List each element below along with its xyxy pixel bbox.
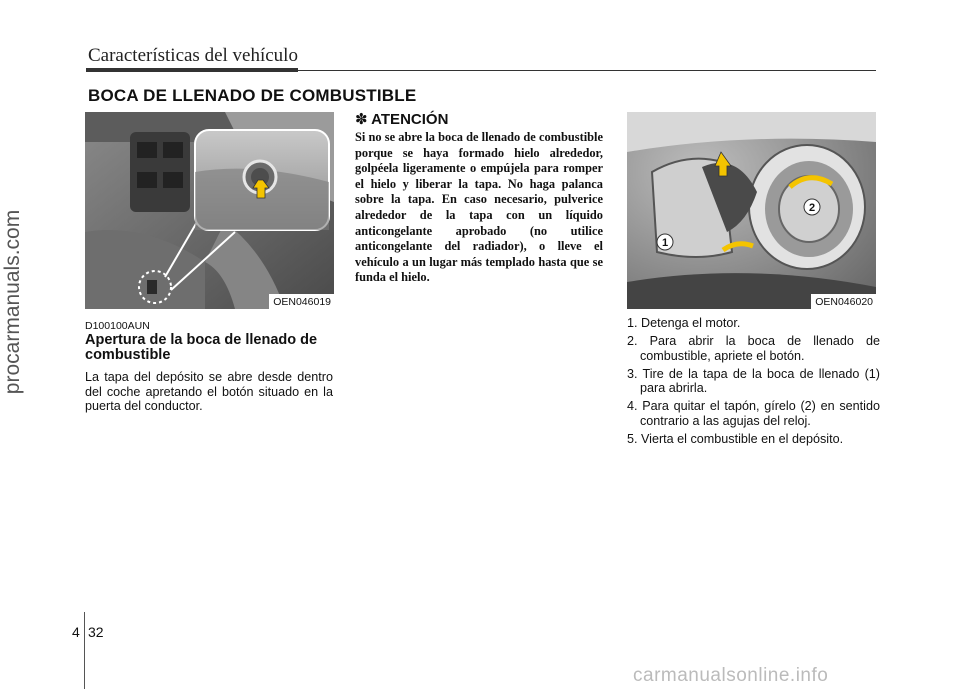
attention-title: ✽ ATENCIÓN [355, 111, 449, 128]
figure-door-release [85, 112, 334, 309]
attention-body: Si no se abre la boca de llenado de combustible porque se haya formado hielo alrededor, golpéela ligeramente o empújela para romper el hielo y liberar la tapa. No haga palanca sobre la tapa. En caso necesario, pulverice alrededor de la tapa con un líquido anticongelante aprobado (no utilice anticongelante del radiador), o lleve el vehículo a un lugar más templado hasta que se funda el hielo. [355, 130, 603, 285]
callout-2: 2 [808, 202, 816, 214]
step-item: 5. Vierta el combustible en el depósito. [627, 432, 844, 447]
door-panel-illustration [85, 112, 334, 309]
section-title: BOCA DE LLENADO DE COMBUSTIBLE [88, 86, 417, 105]
section-code: D100100AUN [85, 320, 150, 332]
instruction-steps [627, 316, 880, 450]
figure-label-right: OEN046020 [811, 294, 876, 309]
subsection-heading: Apertura de la boca de llenado de combustible [85, 332, 318, 363]
header-rule-thick [86, 68, 298, 72]
header-rule-thin [298, 70, 876, 71]
fuel-door-illustration [627, 112, 876, 309]
footer-rule [84, 612, 85, 689]
body-paragraph: La tapa del depósito se abre desde dentro del coche apretando el botón situado en la puerta del conductor. [85, 370, 333, 413]
watermark-bottom: carmanualsonline.info [633, 665, 829, 686]
callout-1: 1 [661, 237, 669, 249]
figure-label-left: OEN046019 [269, 294, 334, 309]
step-item: 1. Detenga el motor. [627, 316, 741, 330]
page-number: 32 [88, 624, 104, 640]
step-item: 3. Tire de la tapa de la boca de llenado (1) para abrirla. [627, 366, 880, 396]
chapter-number: 4 [72, 624, 80, 640]
step-item: 2. Para abrir la boca de llenado de combustible, apriete el botón. [627, 334, 880, 363]
figure-fuel-door [627, 112, 876, 309]
page-header-title: Características del vehículo [88, 45, 298, 66]
watermark-left: procarmanuals.com [1, 209, 24, 395]
step-item: 4. Para quitar el tapón, gírelo (2) en sentido contrario a las agujas del reloj. [627, 399, 880, 429]
